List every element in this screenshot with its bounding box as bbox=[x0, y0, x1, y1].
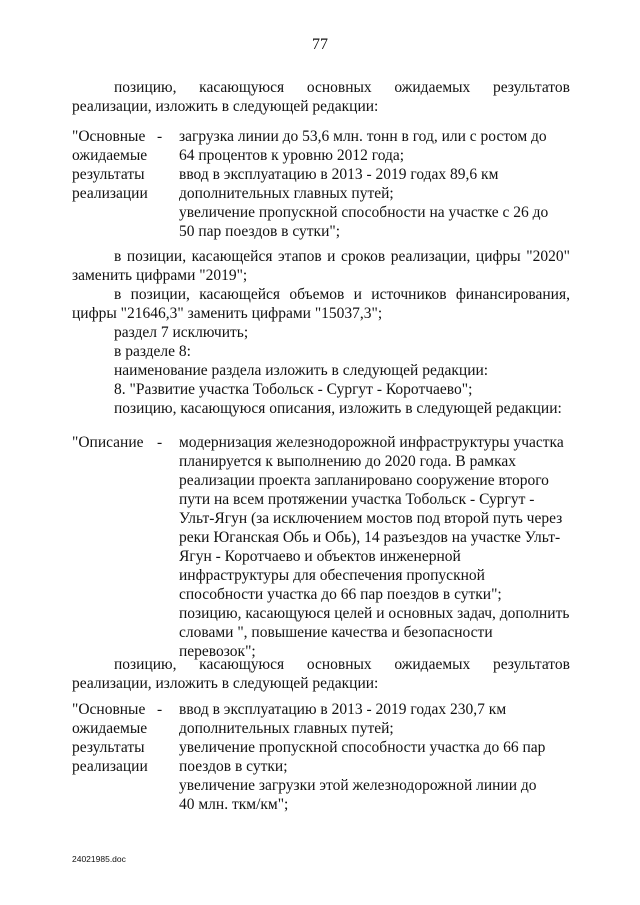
volumes-line1: в позиции, касающейся объемов и источников финансирования, bbox=[114, 286, 570, 303]
description-line: позицию, касающуюся описания, изложить в следующей редакции: bbox=[114, 400, 562, 417]
intro2-line1: позицию, касающуюся основных ожидаемых результатов bbox=[114, 656, 570, 673]
entry-label: "Основные ожидаемые результаты реализации bbox=[72, 701, 148, 775]
stages-line1: в позиции, касающейся этапов и сроков реализации, цифры "2020" bbox=[114, 248, 570, 265]
intro1-line1: позицию, касающуюся основных ожидаемых результатов bbox=[114, 79, 570, 96]
volumes-line2: цифры "21646,3" заменить цифрами "15037,3"; bbox=[72, 305, 383, 322]
entry-dash: - bbox=[157, 128, 163, 145]
entry-text: модернизация железнодорожной инфраструктуры участка планируется к выполнению до 2020 года. В рамках реализации проекта запланировано сооружение второго пути на всем протяжении участка Тобольск - Сургут - Ульт-Ягун (за исключением мостов под второй путь через реки Юганская Обь и Обь), 14 разъездов на участке Ульт- Ягун - Коротчаево и объектов инженерной инфраструктуры для обеспечения пропускной способности участка до 66 пар поездов в сутки"; позицию, касающуюся целей и основных задач, дополнить словами ", повышение качества и безопасности перевозок"; bbox=[179, 434, 570, 660]
file-name-footer: 24021985.doc bbox=[72, 854, 126, 864]
entry-dash: - bbox=[157, 701, 163, 718]
entry-label: "Основные ожидаемые результаты реализации bbox=[72, 128, 148, 202]
stages-line2: заменить цифрами "2019"; bbox=[72, 267, 248, 284]
page-number: 77 bbox=[312, 36, 328, 53]
name-line: наименование раздела изложить в следующей редакции: bbox=[114, 362, 489, 379]
entry-text: загрузка линии до 53,6 млн. тонн в год, или с ростом до 64 процентов к уровню 2012 года; ввод в эксплуатацию в 2013 - 2019 годах 89,6 км дополнительных главных путей; увеличение пропускной способности на участке с 26 до 50 пар поездов в сутки"; bbox=[179, 128, 549, 240]
section7-line: раздел 7 исключить; bbox=[114, 324, 249, 341]
entry-dash: - bbox=[157, 434, 163, 451]
section8-line: в разделе 8: bbox=[114, 343, 191, 360]
intro2-line2: реализации, изложить в следующей редакции: bbox=[72, 675, 379, 692]
intro1-line2: реализации, изложить в следующей редакции: bbox=[72, 98, 379, 115]
entry-label: "Описание bbox=[72, 434, 144, 451]
entry-text: ввод в эксплуатацию в 2013 - 2019 годах 230,7 км дополнительных главных путей; увеличение пропускной способности участка до 66 пар поездов в сутки; увеличение загрузки этой железнодорожной линии до 40 млн. ткм/км"; bbox=[179, 701, 546, 813]
section8-title-line: 8. "Развитие участка Тобольск - Сургут - Коротчаево"; bbox=[114, 381, 473, 398]
